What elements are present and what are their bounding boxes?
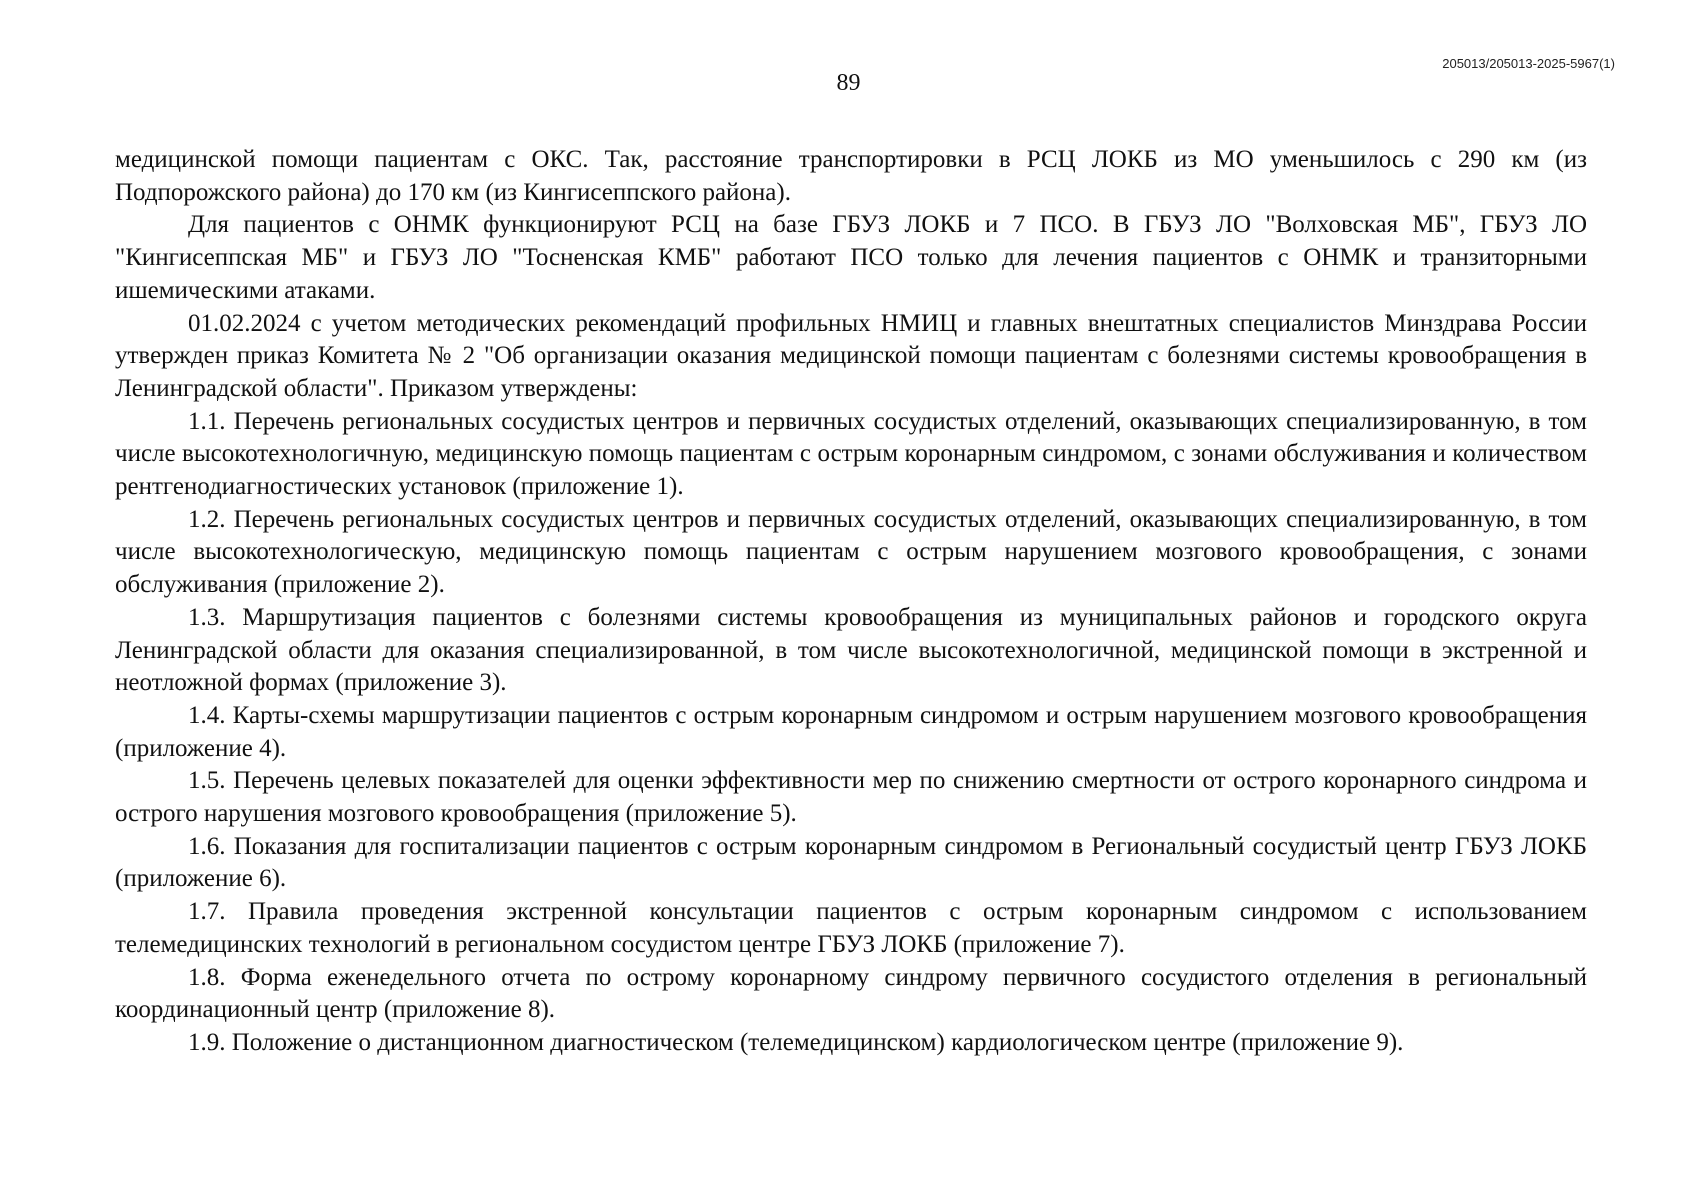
list-item-1-5: 1.5. Перечень целевых показателей для оценки эффективности мер по снижению смертности от острого коронарного синдрома и острого нарушения мозгового кровообращения (приложение 5). <box>115 767 1587 828</box>
list-item-1-2: 1.2. Перечень региональных сосудистых центров и первичных сосудистых отделений, оказывающих специализированную, в том числе высокотехнологическую, медицинскую помощь пациентам с острым нарушением мозгового кровообращения, с зонами обслуживания (приложение 2). <box>115 505 1587 599</box>
list-item-1-8: 1.8. Форма еженедельного отчета по острому коронарному синдрому первичного сосудистого отделения в региональный координационный центр (приложение 8). <box>115 963 1587 1024</box>
paragraph-onmk: Для пациентов с ОНМК функционируют РСЦ на базе ГБУЗ ЛОКБ и 7 ПСО. В ГБУЗ ЛО "Волховская МБ", ГБУЗ ЛО "Кингисеппская МБ" и ГБУЗ ЛО "Тосненская КМБ" работают ПСО только для лечения пациентов с ОНМК и транзиторными ишемическими атаками. <box>115 211 1587 304</box>
list-item-1-4: 1.4. Карты-схемы маршрутизации пациентов с острым коронарным синдромом и острым нарушением мозгового кровообращения (приложение 4). <box>115 701 1587 762</box>
list-item-1-6: 1.6. Показания для госпитализации пациентов с острым коронарным синдромом в Региональный сосудистый центр ГБУЗ ЛОКБ (приложение 6). <box>115 832 1587 893</box>
document-body <box>115 144 1587 1060</box>
list-item-1-9: 1.9. Положение о дистанционном диагностическом (телемедицинском) кардиологическом центре (приложение 9). <box>188 1028 1404 1056</box>
page-number: 89 <box>836 70 861 96</box>
list-item-1-3: 1.3. Маршрутизация пациентов с болезнями системы кровообращения из муниципальных районов и городского округа Ленинградской области для оказания специализированной, в том числе высокотехнологичной, медицинской помощи в экстренной и неотложной формах (приложение 3). <box>115 603 1587 697</box>
document-code: 205013/205013-2025-5967(1) <box>1442 56 1615 71</box>
paragraph-continuation: медицинской помощи пациентам с ОКС. Так, расстояние транспортировки в РСЦ ЛОКБ из МО уменьшилось с 290 км (из Подпорожского района) до 170 км (из Кингисеппского района). <box>115 146 1587 206</box>
list-item-1-1: 1.1. Перечень региональных сосудистых центров и первичных сосудистых отделений, оказывающих специализированную, в том числе высокотехнологичную, медицинскую помощь пациентам с острым коронарным синдромом, с зонами обслуживания и количеством рентгенодиагностических установок (приложение 1). <box>115 407 1587 501</box>
paragraph-order: 01.02.2024 с учетом методических рекомендаций профильных НМИЦ и главных внештатных специалистов Минздрава России утвержден приказ Комитета № 2 "Об организации оказания медицинской помощи пациентам с болезнями системы кровообращения в Ленинградской области". Приказом утверждены: <box>115 309 1587 402</box>
list-item-1-7: 1.7. Правила проведения экстренной консультации пациентов с острым коронарным синдромом с использованием телемедицинских технологий в региональном сосудистом центре ГБУЗ ЛОКБ (приложение 7). <box>115 898 1587 958</box>
